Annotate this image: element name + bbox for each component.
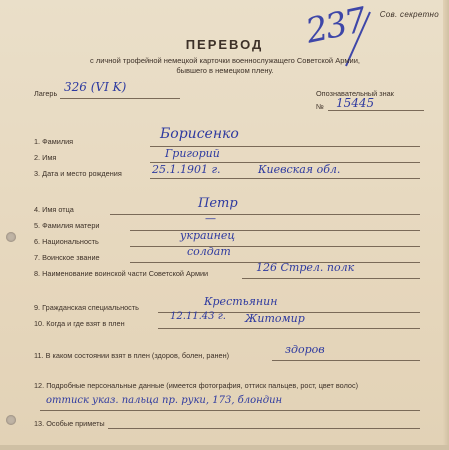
field-8-label: 8. Наименование воинской части Советской Армии xyxy=(34,269,209,278)
field-12-line xyxy=(40,410,420,411)
field-8-value: 126 Стрел. полк xyxy=(256,261,355,274)
field-10-line xyxy=(158,328,420,329)
field-3-date: 25.1.1901 г. xyxy=(152,163,221,176)
field-5-line xyxy=(130,230,420,231)
field-13-label: 13. Особые приметы xyxy=(34,419,105,428)
field-10-label: 10. Когда и где взят в плен xyxy=(34,319,125,328)
field-4-value: Петр xyxy=(198,196,238,211)
field-8-line xyxy=(242,278,420,279)
field-1-value: Борисенко xyxy=(160,126,239,142)
id-line xyxy=(328,110,424,111)
field-3-line xyxy=(150,178,420,179)
field-1-label: 1. Фамилия xyxy=(34,137,74,146)
field-4-line xyxy=(110,214,420,215)
field-10-place: Житомир xyxy=(245,312,305,325)
field-3-place: Киевская обл. xyxy=(258,163,341,176)
field-9-label: 9. Гражданская специальность xyxy=(34,303,139,312)
binder-hole xyxy=(6,415,16,425)
binder-hole xyxy=(6,232,16,242)
camp-line xyxy=(60,98,180,99)
id-value: 15445 xyxy=(336,96,375,110)
field-4-label: 4. Имя отца xyxy=(34,205,74,214)
field-5-value: — xyxy=(205,212,216,225)
field-3-label: 3. Дата и место рождения xyxy=(34,169,122,178)
field-5-label: 5. Фамилия матери xyxy=(34,221,100,230)
id-no-label: № xyxy=(316,102,324,111)
camp-label: Лагерь xyxy=(34,89,58,98)
handwritten-number: 237 xyxy=(302,0,369,52)
field-12-value: оттиск указ. пальца пр. руки, 173, блондин xyxy=(46,395,283,406)
field-7-label: 7. Воинское звание xyxy=(34,253,100,262)
field-6-value: украинец xyxy=(180,229,236,242)
field-9-value: Крестьянин xyxy=(204,295,278,308)
field-2-label: 2. Имя xyxy=(34,153,57,162)
field-11-value: здоров xyxy=(285,343,325,356)
page-title: ПЕРЕВОД xyxy=(185,37,264,52)
field-2-value: Григорий xyxy=(165,147,220,160)
camp-value: 326 (VI K) xyxy=(64,80,127,94)
paper-edge xyxy=(443,0,449,450)
field-6-line xyxy=(130,246,420,247)
page-subtitle: с личной трофейной немецкой карточки военнослужащего Советской Армии, бывшего в немецком плену. xyxy=(89,56,361,75)
field-10-date: 12.11.43 г. xyxy=(170,311,226,322)
field-11-line xyxy=(272,360,420,361)
paper-edge xyxy=(0,445,449,450)
field-6-label: 6. Национальность xyxy=(34,237,99,246)
field-12-label: 12. Подробные персональные данные (имеется фотография, оттиск пальцев, рост, цвет волос) xyxy=(34,381,359,390)
id-label: Опознавательный знак xyxy=(316,89,394,98)
field-11-label: 11. В каком состоянии взят в плен (здоров, болен, ранен) xyxy=(34,351,230,360)
secret-stamp: Сов. секретно xyxy=(379,10,439,19)
field-7-value: солдат xyxy=(187,245,231,258)
field-13-line xyxy=(108,428,420,429)
